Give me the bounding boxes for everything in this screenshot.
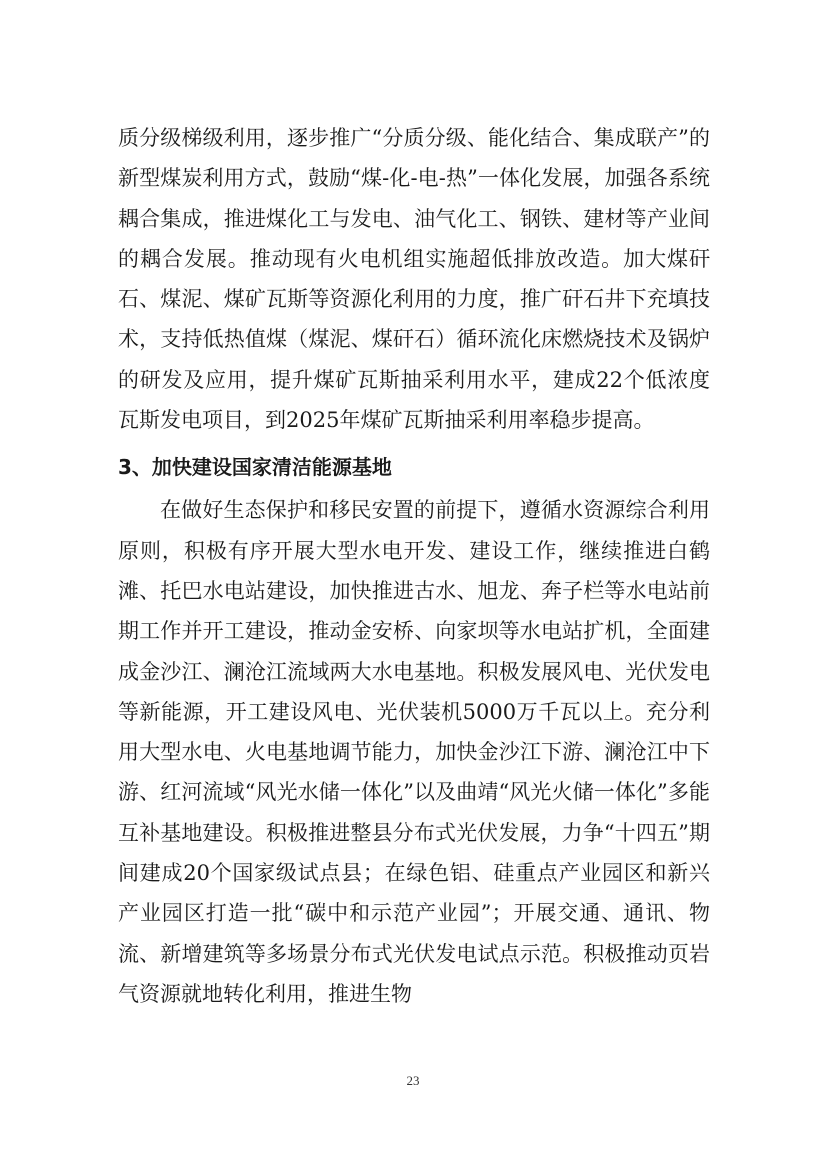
- section-heading: 3、加快建设国家清洁能源基地: [118, 455, 392, 480]
- page-number: 23: [406, 1073, 420, 1088]
- document-body: [118, 118, 710, 1014]
- body-paragraph: 质分级梯级利用，逐步推广“分质分级、能化结合、集成联产”的新型煤炭利用方式，鼓励“煤-化-电-热”一体化发展，加强各系统耦合集成，推进煤化工与发电、油气化工、钢铁、建材等产业间的耦合发展。推动现有火电机组实施超低排放改造。加大煤矸石、煤泥、煤矿瓦斯等资源化利用的力度，推广矸石井下充填技术，支持低热值煤（煤泥、煤矸石）循环流化床燃烧技术及锅炉的研发及应用，提升煤矿瓦斯抽采利用水平，建成22个低浓度瓦斯发电项目，到2025年煤矿瓦斯抽采利用率稳步提高。: [118, 126, 710, 433]
- body-paragraph: 在做好生态保护和移民安置的前提下，遵循水资源综合利用原则，积极有序开展大型水电开发、建设工作，继续推进白鹤滩、托巴水电站建设，加快推进古水、旭龙、奔子栏等水电站前期工作并开工建设，推动金安桥、向家坝等水电站扩机，全面建成金沙江、澜沧江流域两大水电基地。积极发展风电、光伏发电等新能源，开工建设风电、光伏装机5000万千瓦以上。充分利用大型水电、火电基地调节能力，加快金沙江下游、澜沧江中下游、红河流域“风光水储一体化”以及曲靖“风光火储一体化”多能互补基地建设。积极推进整县分布式光伏发展，力争“十四五”期间建成20个国家级试点县；在绿色铝、硅重点产业园区和新兴产业园区打造一批“碳中和示范产业园”；开展交通、通讯、物流、新增建筑等多场景分布式光伏发电试点示范。积极推动页岩气资源就地转化利用，推进生物: [118, 498, 710, 1006]
